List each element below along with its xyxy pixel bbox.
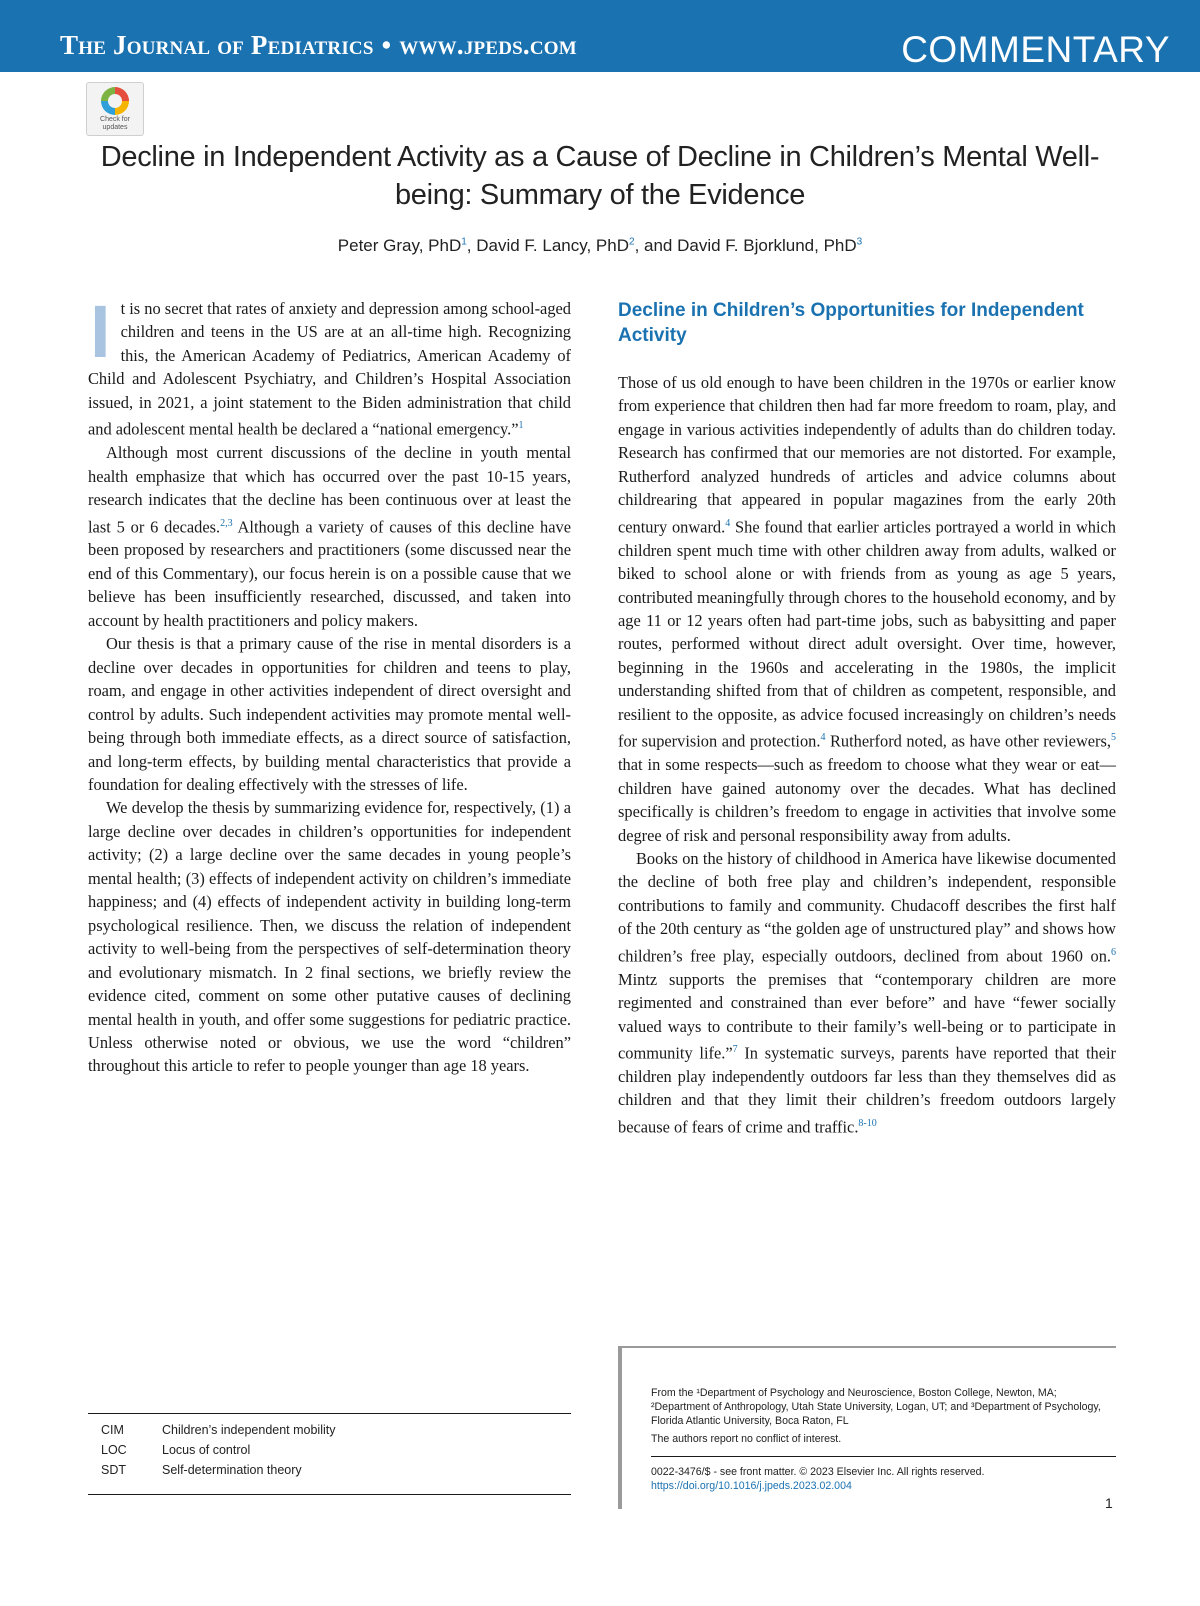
divider [651,1456,1116,1457]
right-column [618,371,1116,1139]
doi-link[interactable]: https://doi.org/10.1016/j.jpeds.2023.02.004 [651,1480,852,1492]
abbreviation: CIM [101,1423,124,1437]
table-row [88,1440,336,1460]
abbreviations-box [88,1413,571,1495]
affiliation-box [651,1386,1116,1493]
abbreviation-definition: Children’s independent mobility [162,1423,336,1437]
paragraph-text: t is no secret that rates of anxiety and depression among school-aged children and teens in the US are at an all-time high. Recognizing this, the American Academy of Pediatrics, American Academy of Child and Adolescent Psychiatry, and Children’s Hospital Association issued, in 2021, a joint statement to the Biden administration that child and adolescent mental health be declared a “national emergency.” [88,299,571,439]
paragraph-text: Although a variety of causes of this decline have been proposed by researchers and practitioners (some discussed near the end of this Commentary), our focus herein is on a possible cause that we believe has been insufficiently researched, discussed, and taken into account by health practitioners and policy makers. [88,517,571,630]
paragraph-text: Rutherford noted, as have other reviewers, [825,731,1111,751]
affiliation-ref[interactable]: 2 [629,236,635,248]
check-for-updates-badge[interactable] [86,82,144,136]
affiliation-box-side-rule [618,1346,622,1509]
abbreviation-definition: Locus of control [162,1443,251,1457]
page-number: 1 [1105,1495,1113,1511]
author-separator: , [466,236,477,255]
abbreviation: LOC [101,1443,127,1457]
paragraph: Our thesis is that a primary cause of the rise in mental disorders is a decline over decades in opportunities for children and teens to play, roam, and engage in other activities independent of direct oversight and control by adults. Such independent activities may promote mental well-being through both immediate effects, as a direct source of satisfaction, and long-term effects, by building mental characteristics that provide a foundation for dealing effectively with the stresses of life. [88,634,571,794]
abbreviation-definition: Self-determination theory [162,1463,302,1477]
citation-ref[interactable]: 1 [518,420,524,432]
table-row [88,1460,336,1480]
paragraph [618,847,1116,1139]
abbreviation: SDT [101,1463,126,1477]
paragraph-text: In systematic surveys, parents have reported that their children play independently outdoors far less than they themselves did as children and that they limit their children’s freedom outdoors largely because of fears of crime and traffic. [618,1043,1116,1137]
drop-cap: I [90,290,111,373]
masthead-separator: • [381,30,392,60]
paragraph-text: that in some respects—such as freedom to choose what they wear or eat—children have gained autonomy over the decades. What has declined specifically is children’s freedom to engage in activities that involve some degree of risk and personal responsibility away from adults. [618,755,1116,845]
journal-masthead [60,30,577,61]
citation-ref[interactable]: 5 [1111,732,1116,744]
paragraph-text: Although most current discussions of the decline in youth mental health emphasize that which has occurred over the past 10-15 years, research indicates that the decline has been continuous over at least the last 5 or 6 decades. [88,443,571,537]
author-name: David F. Bjorklund, PhD [677,236,857,255]
citation-ref[interactable]: 4 [820,732,826,744]
paragraph: We develop the thesis by summarizing evidence for, respectively, (1) a large decline over decades in children’s opportunities for independent activity; (2) a large decline over the same decades in young people’s mental health; (3) effects of independent activity on children’s immediate happiness; and (4) effects of independent activity in building long-term psychological resilience. Then, we discuss the relation of independent activity to well-being from the perspectives of self-determination theory and evolutionary mismatch. In 2 final sections, we briefly review the evidence cited, comment on some other putative causes of declining mental health in youth, and offer some suggestions for pediatric practice. Unless otherwise noted or obvious, we use the word “children” throughout this article to refer to people younger than age 18 years. [88,798,571,1076]
check-for-updates-label: Check for updates [100,116,130,131]
paragraph-text: Books on the history of childhood in America have likewise documented the decline of both free play and children’s independent, responsible contributions to family and community. Chudacoff describes the first half of the 20th century as “the golden age of unstructured play” and shows how children’s free play, especially outdoors, declined from about 1960 on. [618,849,1116,966]
table-row [88,1420,336,1440]
section-heading: Decline in Children’s Opportunities for Independent Activity [618,300,1084,346]
author-list [80,236,1120,256]
paragraph-text: She found that earlier articles portrayed a world in which children spent much time with other children away from adults, walked or biked to school alone or with friends from as young as age 5 years, contributed meaningfully through chores to the household economy, and by age 11 or 12 years often had part-time jobs, such as babysitting and paper routes, performed without direct adult oversight. Over time, however, beginning in the 1960s and accelerating in the 1980s, the implicit understanding shifted from that of children as competent, responsible, and resilient to the opposite, as advice focused increasingly on children’s needs for supervision and protection. [618,517,1116,751]
journal-header-banner [0,0,1200,72]
conflict-of-interest: The authors report no conflict of interest. [651,1433,842,1445]
journal-url-link[interactable]: www.jpeds.com [399,30,577,60]
article-type-label: COMMENTARY [901,29,1170,70]
crossmark-icon [101,87,129,115]
affiliation-ref[interactable]: 3 [856,236,863,248]
article-title: Decline in Independent Activity as a Cause of Decline in Children’s Mental Well-being: Summary of the Evidence [100,141,1100,211]
affiliation-ref[interactable]: 1 [461,236,467,248]
author-name: Peter Gray, PhD [337,236,462,255]
paragraph [618,371,1116,847]
author-affiliations: From the ¹Department of Psychology and Neuroscience, Boston College, Newton, MA; ²Department of Anthropology, Utah State University, Logan, UT; and ³Department of Psychology, Florida Atlantic University, Boca Raton, FL [651,1387,1101,1427]
citation-ref[interactable]: 6 [1111,946,1116,958]
paragraph-text: Those of us old enough to have been children in the 1970s or earlier know from experience that children then had far more freedom to roam, play, and engage in various activities independently of adults than do children today. Research has confirmed that our memories are not distorted. For example, Rutherford analyzed hundreds of articles and advice columns about childrearing that appeared in popular magazines from the early 20th century onward. [618,373,1116,537]
author-separator: , and [634,236,678,255]
affiliation-box-top-rule [618,1346,1116,1348]
paragraph [88,290,571,441]
author-name: David F. Lancy, PhD [476,236,630,255]
citation-ref[interactable]: 7 [732,1044,738,1056]
left-column [88,290,571,1078]
journal-name: The Journal of Pediatrics [60,30,374,60]
paragraph-text: Mintz supports the premises that “contemporary children are more regimented and constrained than ever before” and have “fewer socially valued ways to contribute to their family’s well-being or to participate in community life.” [618,969,1116,1063]
paragraph [88,441,571,632]
abbreviations-table [88,1420,336,1480]
citation-ref[interactable]: 4 [725,517,731,529]
citation-ref[interactable]: 2,3 [220,517,233,529]
copyright-line: 0022-3476/$ - see front matter. © 2023 Elsevier Inc. All rights reserved. [651,1466,985,1478]
citation-ref[interactable]: 8-10 [858,1117,877,1129]
